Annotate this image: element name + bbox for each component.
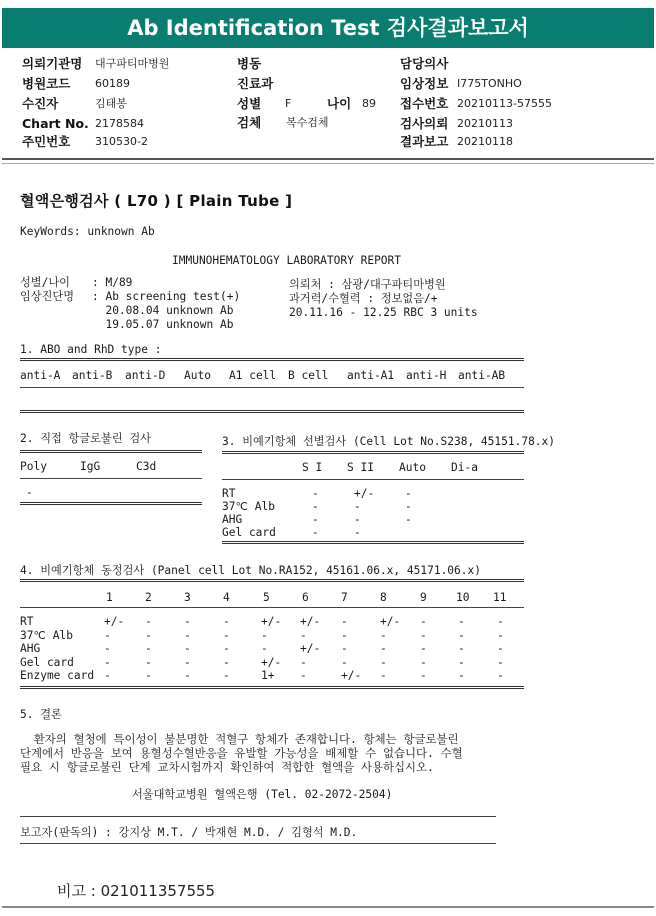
sex-age-value: : M/89: [92, 276, 133, 289]
double-rule: [222, 451, 524, 454]
panel-cell: -: [145, 655, 152, 669]
conclusion-line: 필요 시 항글로불린 단계 교차시험까지 확인하여 적합한 혈액을 사용하십시오.: [20, 760, 434, 774]
header-value: 60189: [95, 77, 130, 90]
screen-row-label: RT: [222, 487, 236, 500]
panel-col: 9: [420, 591, 427, 604]
panel-cell: -: [223, 642, 230, 655]
panel-cell: -: [497, 615, 504, 628]
panel-cell: +/-: [341, 669, 362, 682]
panel-cell: -: [458, 669, 465, 682]
screen-cell: -: [354, 526, 361, 539]
diagnosis-line: 19.05.07 unknown Ab: [92, 318, 234, 331]
panel-cell: -: [380, 642, 387, 655]
dat-col: IgG: [80, 460, 101, 473]
header-field: Chart No.: [22, 116, 89, 131]
screen-cell: -: [312, 526, 319, 539]
screen-row-label: 37℃ Alb: [222, 500, 275, 513]
abo-col: B cell: [288, 369, 329, 382]
header-field: 진료과: [237, 76, 274, 91]
screen-row-label: AHG: [222, 513, 243, 526]
screen-cell: -: [405, 487, 412, 500]
screen-col: Di-a: [451, 461, 478, 474]
header-field: 담당의사: [400, 56, 449, 71]
panel-cell: -: [184, 642, 191, 655]
panel-cell: -: [145, 628, 152, 642]
abo-col: anti-B: [72, 369, 113, 382]
panel-row-label: AHG: [20, 642, 41, 655]
panel-cell: -: [104, 669, 111, 682]
header-value: 김태봉: [95, 97, 127, 110]
lab-signature: 서울대학교병원 혈액은행 (Tel. 02-2072-2504): [132, 788, 393, 801]
panel-cell: +/-: [300, 615, 321, 628]
panel-cell: -: [420, 642, 427, 655]
header-value: 2178584: [95, 117, 144, 130]
header-field: 검사의뢰: [400, 116, 449, 131]
panel-cell: -: [497, 642, 504, 655]
header-field: 병원코드: [22, 76, 71, 91]
double-rule: [20, 358, 524, 361]
header-value: 복수검체: [286, 116, 329, 129]
panel-cell: -: [341, 615, 348, 628]
panel-col: 10: [456, 591, 470, 604]
panel-cell: -: [341, 655, 348, 669]
panel-cell: -: [223, 655, 230, 669]
panel-cell: -: [497, 655, 504, 669]
screen-cell: -: [312, 500, 319, 513]
header-field: 임상정보: [400, 76, 449, 91]
panel-row-label: 37℃ Alb: [20, 628, 73, 642]
panel-cell: -: [104, 655, 111, 669]
dat-result: -: [26, 486, 33, 499]
section-title: 혈액은행검사 ( L70 ) [ Plain Tube ]: [20, 192, 293, 210]
sex-age-label: 성별/나이: [20, 276, 70, 289]
panel-cell: -: [341, 642, 348, 655]
header-field: 의뢰기관명: [22, 56, 83, 71]
double-rule: [20, 502, 202, 505]
transfusion-history: 과거력/수혈력 : 정보없음/+: [289, 292, 438, 305]
panel-cell: -: [145, 669, 152, 682]
panel-col: 6: [302, 591, 309, 604]
rule: [20, 478, 202, 479]
panel-cell: -: [145, 615, 152, 628]
screen-cell: -: [405, 500, 412, 513]
panel-cell: +/-: [261, 615, 282, 628]
panel-cell: -: [184, 669, 191, 682]
report-title: Ab Identification Test 검사결과보고서: [127, 16, 529, 40]
header-info: [0, 55, 656, 155]
header-value: I775TONHO: [457, 77, 522, 90]
rule: [20, 843, 496, 844]
panel-cell: -: [223, 669, 230, 682]
header-field: 검체: [237, 115, 262, 130]
screen-cell: -: [354, 500, 361, 513]
panel-cell: -: [458, 615, 465, 628]
panel-cell: -: [145, 642, 152, 655]
panel-cell: +/-: [300, 642, 321, 655]
panel-cell: -: [420, 628, 427, 642]
abo-col: Auto: [184, 369, 211, 382]
panel-cell: -: [380, 669, 387, 682]
screen-cell: -: [312, 513, 319, 526]
dat-col: C3d: [136, 460, 157, 473]
rule: [222, 479, 524, 480]
panel-cell: -: [184, 655, 191, 669]
double-rule: [20, 410, 524, 413]
header-value: 310530-2: [95, 135, 148, 148]
panel-cell: -: [458, 642, 465, 655]
panel-col: 5: [263, 591, 270, 604]
panel-col: 2: [145, 591, 152, 604]
double-rule: [20, 579, 524, 582]
screen-cell: -: [354, 513, 361, 526]
requester: 의뢰처 : 삼광/대구파티마병원: [289, 278, 446, 291]
panel-cell: -: [458, 655, 465, 669]
rule: [20, 816, 496, 817]
panel-cell: -: [458, 628, 465, 642]
header-field: 나이: [327, 96, 352, 111]
panel-cell: -: [420, 655, 427, 669]
panel-cell: -: [184, 628, 191, 642]
rule: [20, 387, 524, 388]
screen-row-label: Gel card: [222, 526, 276, 539]
panel-cell: -: [497, 669, 504, 682]
abo-col: anti-D: [125, 369, 166, 382]
panel-cell: -: [261, 642, 268, 655]
panel-cell: -: [497, 628, 504, 642]
panel-cell: -: [223, 628, 230, 642]
panel-col: 1: [106, 591, 113, 604]
header-field: 주민번호: [22, 134, 71, 149]
header-value: 20210118: [457, 135, 513, 148]
panel-row-label: RT: [20, 615, 34, 628]
panel-cell: -: [420, 615, 427, 628]
dat-col: Poly: [20, 460, 47, 473]
conclusion-title: 5. 결론: [20, 708, 62, 721]
keywords: KeyWords: unknown Ab: [20, 225, 155, 238]
panel-col: 7: [341, 591, 348, 604]
header-value: 대구파티마병원: [95, 57, 170, 70]
panel-col: 4: [223, 591, 230, 604]
header-value: F: [285, 97, 292, 110]
panel-cell: +/-: [380, 615, 401, 628]
panel-row-label: Gel card: [20, 655, 74, 669]
header-value: 20210113-57555: [457, 97, 552, 110]
panel-col: 3: [184, 591, 191, 604]
lab-report-title: IMMUNOHEMATOLOGY LABORATORY REPORT: [172, 254, 402, 267]
abo-col: anti-AB: [458, 369, 506, 382]
header-field: 병동: [237, 56, 262, 71]
screen-cell: +/-: [354, 487, 375, 500]
report-title-bar: [2, 8, 654, 48]
transfusion-history-detail: 20.11.16 - 12.25 RBC 3 units: [289, 306, 478, 319]
diagnosis-line: : Ab screening test(+): [92, 290, 241, 303]
diagnosis-line: 20.08.04 unknown Ab: [92, 304, 234, 317]
remark: 비고 : 021011357555: [57, 882, 216, 900]
panel-cell: -: [223, 615, 230, 628]
double-rule: [20, 686, 524, 689]
reporter: 보고자(판독의) : 강지상 M.T. / 박재현 M.D. / 김형석 M.D.: [20, 826, 358, 839]
screen-col: S I: [302, 461, 323, 474]
header-value: 89: [362, 97, 376, 110]
panel-cell: -: [184, 615, 191, 628]
panel-cell: -: [380, 628, 387, 642]
header-field: 수진자: [22, 96, 59, 111]
abo-col: A1 cell: [229, 369, 277, 382]
dat-title: 2. 직접 항글로불린 검사: [20, 432, 151, 445]
divider: [2, 158, 654, 160]
screen-col: Auto: [399, 461, 426, 474]
header-field: 접수번호: [400, 96, 449, 111]
panel-cell: -: [104, 628, 111, 642]
header-field: 성별: [237, 96, 262, 111]
screen-cell: -: [405, 513, 412, 526]
panel-cell: -: [300, 669, 307, 682]
double-rule: [20, 450, 202, 453]
panel-cell: 1+: [261, 669, 275, 682]
panel-cell: -: [420, 669, 427, 682]
footer-rule: [2, 906, 654, 908]
abo-col: anti-A1: [347, 369, 395, 382]
abo-col: anti-A: [20, 369, 61, 382]
panel-col: 11: [493, 591, 507, 604]
panel-cell: +/-: [104, 615, 125, 628]
conclusion-line: 단계에서 반응을 보여 용혈성수혈반응을 유발할 가능성을 배제할 수 없습니다. 수혈: [20, 746, 463, 760]
conclusion-line: 환자의 혈청에 특이성이 불분명한 적혈구 항체가 존재합니다. 항체는 항글로불린: [20, 732, 459, 746]
panel-cell: -: [104, 642, 111, 655]
panel-cell: -: [300, 628, 307, 642]
screening-title: 3. 비예기항체 선별검사 (Cell Lot No.S238, 45151.78.x): [222, 435, 556, 448]
panel-cell: -: [341, 628, 348, 642]
panel-title: 4. 비예기항체 동정검사 (Panel cell Lot No.RA152, 45161.06.x, 45171.06.x): [20, 564, 481, 577]
panel-cell: +/-: [261, 655, 282, 669]
panel-cell: -: [261, 628, 268, 642]
panel-cell: -: [380, 655, 387, 669]
header-field: 결과보고: [400, 134, 449, 149]
double-rule: [222, 541, 524, 544]
diagnosis-label: 임상진단명: [20, 290, 75, 303]
panel-cell: -: [300, 655, 307, 669]
header-value: 20210113: [457, 117, 513, 130]
divider: [2, 163, 654, 164]
panel-row-label: Enzyme card: [20, 669, 95, 682]
screen-cell: -: [312, 487, 319, 500]
rule: [20, 607, 524, 608]
screen-col: S II: [347, 461, 374, 474]
abo-col: anti-H: [406, 369, 447, 382]
abo-rhd-title: 1. ABO and RhD type :: [20, 343, 162, 356]
panel-col: 8: [380, 591, 387, 604]
